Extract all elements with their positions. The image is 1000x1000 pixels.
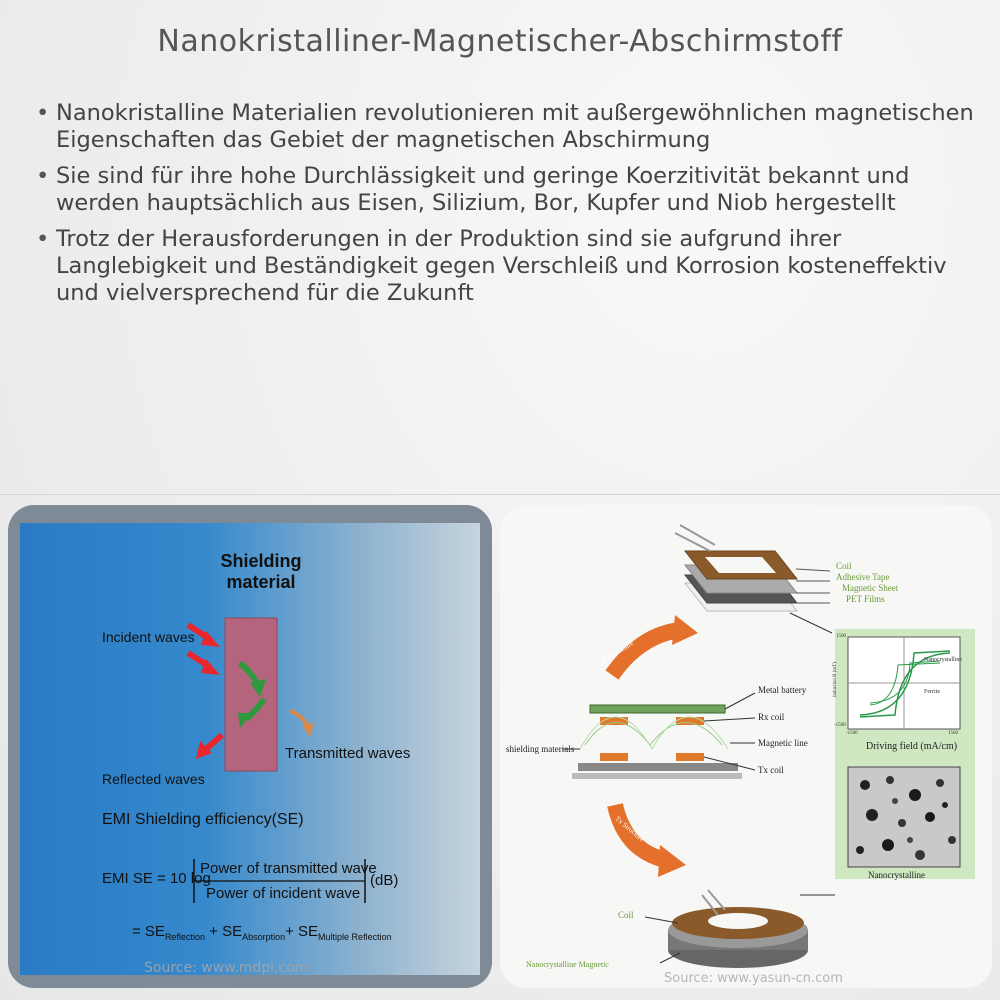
graph-tick-y-top: 1500 [836, 634, 846, 639]
magnetic-line-label: Magnetic line [758, 738, 808, 748]
transmitted-arrow [290, 711, 314, 737]
graph-xlabel: Driving field (mA/cm) [866, 741, 958, 752]
reflected-label: Reflected waves [102, 771, 205, 787]
efficiency-label: EMI Shielding efficiency(SE) [102, 811, 304, 828]
graph-tick-x-right: 1500 [948, 731, 958, 736]
bottom-coil-label: Coil [618, 910, 634, 920]
incident-label: Incident waves [102, 629, 195, 645]
stack-legend [836, 561, 898, 605]
shielding-figure [8, 505, 492, 988]
bullet-item: • Sie sind für ihre hohe Durchlässigkeit und geringe Koerzitivität bekannt und werden hauptsächlich aus Eisen, Silizium, Bor, Kupfer und Niob hergestellt [34, 163, 984, 217]
legend-coil: Coil [836, 561, 852, 571]
graph-nano-label: Nanocrystalline [924, 657, 962, 663]
reflected-arrow [196, 735, 222, 759]
bullet-item: • Trotz der Herausforderungen in der Produktion sind sie aufgrund ihrer Langlebigkeit und Beständigkeit gegen Verschleiß und Korrosion kosteneffektiv und vielversprechend für die Zukunft [34, 226, 984, 307]
legend-sheet: Magnetic Sheet [842, 583, 899, 593]
sum-prefix: = SE [132, 923, 165, 940]
shielding-heading-line1: Shielding [220, 551, 302, 571]
formula-sum: = $SE_{Reflection} + SE_{Absorption}+ SE_{Multiple Reflection}$ [132, 923, 392, 942]
graph-tick-x-left: -1500 [846, 731, 858, 736]
transmitted-label: Transmitted waves [285, 745, 411, 762]
graph-ylabel: induction B (mT) [833, 662, 838, 697]
sum-absorption: Absorption [242, 932, 286, 942]
nanocrystalline-magnetic-label: Nanocrystalline Magnetic [526, 960, 609, 969]
shielding-heading-line2: material [226, 572, 296, 592]
source-left: Source: www.mdpi.com [144, 960, 309, 976]
shielding-diagram [20, 523, 480, 975]
section-divider [0, 494, 1000, 495]
page-title: Nanokristalliner-Magnetischer-Abschirmstoff [157, 24, 843, 59]
incident-arrow [188, 653, 220, 675]
legend-adhesive: Adhesive Tape [836, 572, 890, 582]
sum-multiple-reflection: Multiple Reflection [318, 932, 392, 942]
shield-slab [225, 618, 277, 771]
tx-coil-label: Tx coil [758, 765, 784, 775]
tx-arrow [615, 805, 686, 877]
graph-tick-y-bottom: -1500 [834, 723, 846, 728]
bullet-item: • Nanokristalline Materialien revolutionieren mit außergewöhnlichen magnetischen Eigenschaften das Gebiet der magnetischen Abschirmung [34, 100, 984, 154]
micrograph-label: Nanocrystalline [868, 870, 925, 880]
bottom-coil [645, 890, 808, 968]
source-right: Source: www.yasun-cn.com [664, 971, 843, 986]
formula-lhs: EMI SE = 10 log [102, 870, 211, 887]
rx-arrow-text: Rx Structure [600, 639, 635, 665]
cross-section [562, 693, 755, 779]
sum-reflection: Reflection [164, 932, 205, 942]
formula-unit: (dB) [370, 872, 399, 889]
metal-battery-label: Metal battery [758, 685, 807, 695]
hysteresis-graph [848, 637, 960, 729]
tx-arrow-text: Tx Structure [613, 814, 646, 844]
rx-coil-label: Rx coil [758, 712, 785, 722]
legend-pet: PET Films [846, 594, 885, 604]
graph-ferrite-label: Ferrite [924, 689, 940, 695]
formula-numerator: Power of transmitted wave [200, 860, 377, 877]
shielding-heading [216, 551, 306, 593]
coil-stack [675, 525, 830, 611]
shielding-materials-label: shielding materials [506, 744, 575, 754]
wireless-charging-figure [500, 505, 992, 988]
formula-denominator: Power of incident wave [206, 885, 361, 902]
bullet-list [34, 100, 984, 316]
micrograph [848, 767, 960, 867]
